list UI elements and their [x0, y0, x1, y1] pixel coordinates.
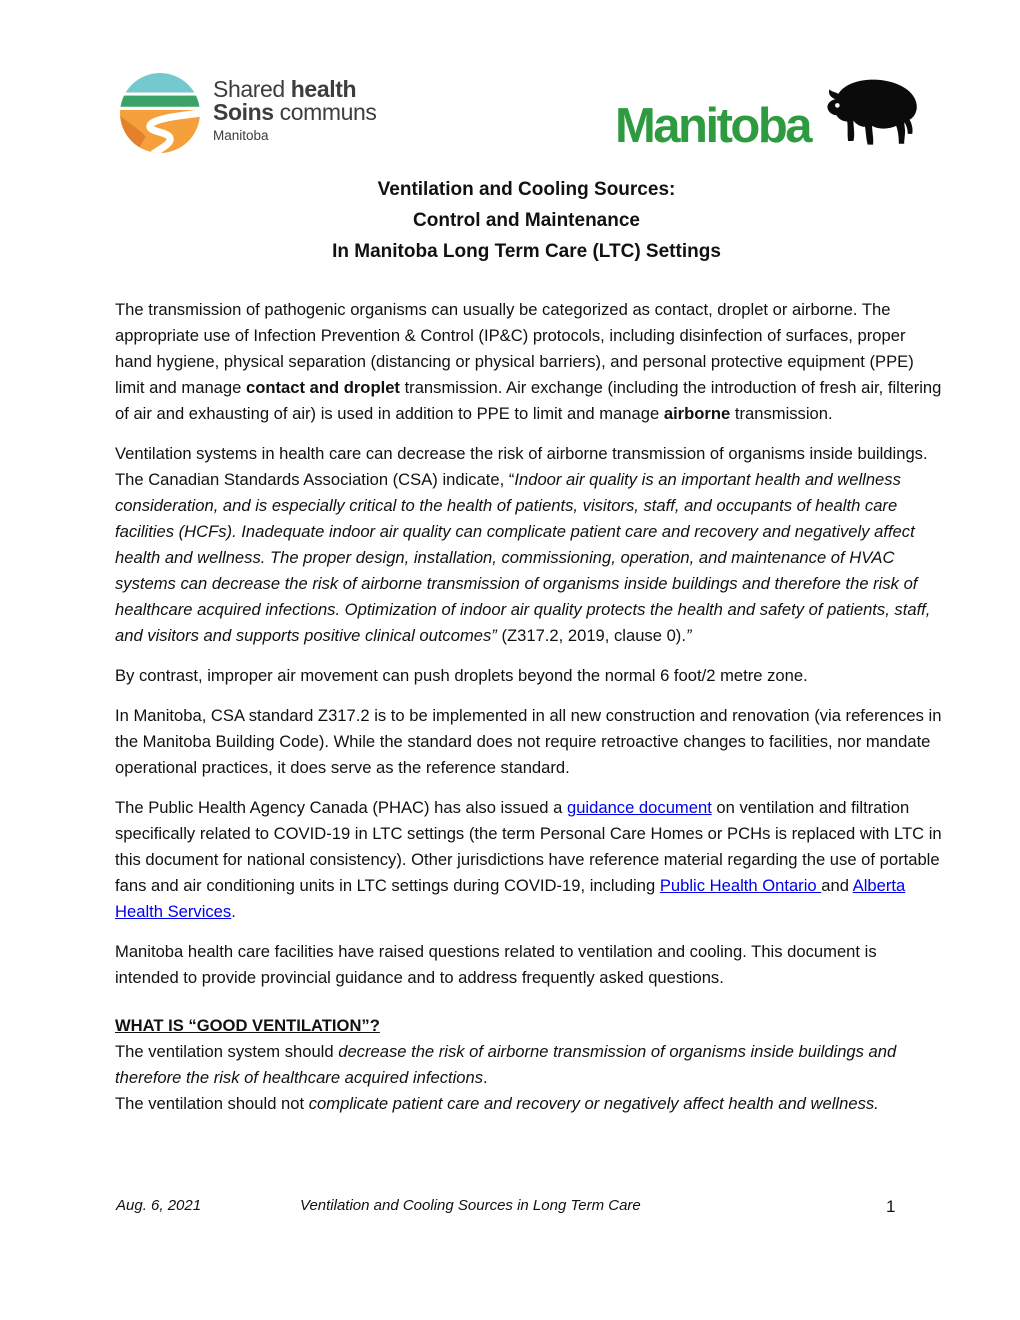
text-run: Manitoba health care facilities have raised questions related to ventilation and cooling. This document is intended to provide provincial guidance and to address frequently asked questions. — [115, 942, 877, 987]
text-run: By contrast, improper air movement can push droplets beyond the normal 6 foot/2 metre zone. — [115, 666, 808, 685]
page-title-line3: In Manitoba Long Term Care (LTC) Settings — [332, 241, 721, 262]
text-run: The Public Health Agency Canada (PHAC) has also issued a — [115, 798, 567, 817]
bison-icon — [824, 74, 922, 165]
paragraph — [115, 939, 943, 991]
header — [115, 72, 938, 164]
text-run: The transmission of pathogenic organisms can usually be categorized as contact, droplet or airborne. The appropriate use of Infection Prevention & Control (IP&C) protocols, including disinfection of surfaces, proper hand hygiene, physical separation (distancing or physical barriers), and personal protective equipment (PPE) limit and manage — [115, 300, 914, 397]
text-run: transmission. Air exchange (including the introduction of fresh air, filtering of air and exhausting of air) is used in addition to PPE to limit and manage — [115, 378, 942, 423]
shared-health-name-en: Shared health — [213, 76, 357, 102]
footer — [0, 1197, 1020, 1223]
shared-health-logo — [119, 72, 377, 159]
text-run: The ventilation should not — [115, 1094, 309, 1113]
footer-page-number: 1 — [886, 1197, 896, 1216]
paragraph — [115, 441, 943, 649]
section-heading — [115, 1013, 943, 1039]
text-run: contact and droplet — [245, 378, 400, 397]
manitoba-wordmark: Manitoba — [614, 99, 810, 153]
text-run: ” — [685, 626, 692, 645]
footer-date: Aug. 6, 2021 — [116, 1197, 202, 1214]
text-run: complicate patient care and recovery or negatively affect health and wellness. — [308, 1094, 879, 1113]
text-run: and — [821, 876, 853, 895]
inline-link[interactable]: Alberta Health Services — [115, 876, 906, 921]
paragraph — [115, 297, 943, 427]
paragraph — [115, 703, 943, 781]
text-run: transmission. — [730, 404, 833, 423]
document-body — [115, 297, 943, 1117]
paragraph — [115, 1039, 943, 1091]
shared-health-logo-icon — [119, 72, 201, 159]
shared-health-region: Manitoba — [213, 127, 269, 143]
text-run: (Z317.2, 2019, clause 0). — [496, 626, 686, 645]
text-run: Indoor air quality is an important health and wellness consideration, and is especially critical to the health of patients, visitors, staff, and occupants of health care facilities (HCFs). Inadequate indoor air quality can complicate patient care and recovery and negatively affect health and wellness. The proper design, installation, commissioning, operation, and maintenance of HVAC systems can decrease the risk of airborne transmission of organisms inside buildings and therefore the risk of healthcare acquired infections. Optimization of indoor air quality protects the health and safety of patients, staff, and visitors and supports positive clinical outcomes” — [115, 470, 931, 645]
text-run: In Manitoba, CSA standard Z317.2 is to be implemented in all new construction and renovation (via references in the Manitoba Building Code). While the standard does not require retroactive changes to facilities, nor mandate operational practices, it does serve as the reference standard. — [115, 706, 942, 777]
paragraph — [115, 663, 943, 689]
inline-link[interactable]: Public Health Ontario — [659, 876, 822, 895]
page-title-line1: Ventilation and Cooling Sources: — [377, 179, 676, 200]
inline-link[interactable]: guidance document — [566, 798, 712, 817]
text-run: on ventilation and filtration specifically related to COVID-19 in LTC settings (the term Personal Care Homes or PCHs is replaced with LTC in this document for national consistency). Other jurisdictions have reference material regarding the use of portable fans and air conditioning units in LTC settings during COVID-19, including — [115, 798, 942, 895]
paragraph — [115, 795, 943, 925]
shared-health-name-fr: Soins communs — [213, 99, 377, 126]
page-title — [115, 174, 938, 267]
text-run: WHAT IS “GOOD VENTILATION”? — [115, 1016, 380, 1035]
text-run: The ventilation system should — [115, 1042, 339, 1061]
paragraph — [115, 1091, 943, 1117]
text-run: Ventilation systems in health care can decrease the risk of airborne transmission of organisms inside buildings. The Canadian Standards Association (CSA) indicate, “ — [115, 444, 928, 489]
text-run: . — [231, 902, 236, 921]
manitoba-logo — [615, 72, 922, 165]
shared-health-logo-text — [213, 72, 377, 143]
text-run: . — [483, 1068, 488, 1087]
page-title-line2: Control and Maintenance — [413, 210, 640, 231]
footer-doc-title: Ventilation and Cooling Sources in Long Term Care — [300, 1197, 641, 1214]
text-run: airborne — [663, 404, 731, 423]
text-run: decrease the risk of airborne transmission of organisms inside buildings and therefore the risk of healthcare acquired infections — [115, 1042, 897, 1087]
